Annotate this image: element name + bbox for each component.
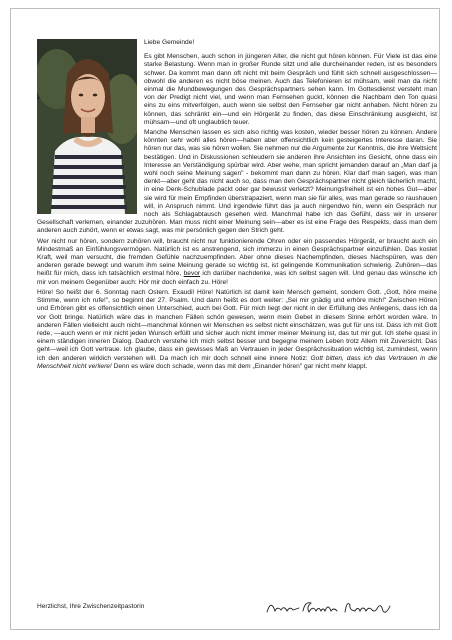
closing-line: Herzlichst, Ihre Zwischenzeitpastorin — [37, 603, 145, 610]
letter-body — [37, 39, 437, 614]
paragraph-hearing-loss: Es gibt Menschen, auch schon in jüngeren Alter, die nicht gut hören können. Für Viele ist das eine starke Belastung. Wenn man in großer Runde sitzt und alle durcheinander reden, ist es besonders schwer. Da kommt man dann oft nicht mit beim Gespräch und fühlt sich schnell ausgeschlossen—obwohl die anderen es nicht böse meinen. Auch das Telefonieren ist mühsam, weil man da nicht einmal die Mundbewegungen des Gesprächspartners sehen kann. Im Gottesdienst versteht man von der Predigt nicht viel, und wenn man Fernsehen guckt, können die Nachbarn den Ton quasi eins zu eins mitverfolgen, auch wenn sie selbst den Fernseher gar nicht anhaben. Nicht hören zu können, das schränkt ein—und ein Hörgerät zu finden, das diese Einschränkung ausgleicht, ist mühsam—und oft unglaublich teuer. — [144, 53, 437, 126]
paragraph-exaudi-text-1: Höre! So heißt der 6. Sonntag nach Ostern. Exaudi! Höre! Natürlich ist damit kein Mensch gemeint, sondern Gott. „Gott, höre meine Stimme, wenn ich rufe!", so beginnt der 27. Psalm. Und dann heißt es dort weiter: „Sei mir gnädig und erhöre mich!" Zwischen Hören und Erhören gibt es offensichtlich einen Unterschied, auch bei Gott. Für mich liegt der nicht in der Erfüllung des Anliegens, dass ich da vor Gott bringe. Natürlich wäre das in manchen Fällen schön gewesen, wenn mein Gebet in diesem Sinne erhört worden wäre. In anderen Fällen vielleicht auch nicht—manchmal können wir Menschen es selbst nicht einschätzen, was gut für uns ist. Dass ich mit Gott rede, —auch wenn er mir nicht jeden Wunsch erfüllt und sicher auch nicht immer meiner Meinung ist, das tut mir gut. Ich stehe quasi in einem ständigen inneren Dialog. Dadurch verstehe ich mich selbst besser und begegne meinem Leben trotz Allem mit Zuversicht. Das geht—weil ich Gott vertraue. Ich glaube, dass ein gewisses Maß an Vertrauen in jeder Gesprächssituation wichtig ist, zumindest, wenn ich den anderen wirklich verstehen will. Da mach ich mir doch schnell eine innere Notiz: — [37, 288, 437, 362]
letter-page — [10, 8, 440, 630]
paragraph-listening: Manche Menschen lassen es sich also richtig was kosten, wieder besser hören zu können. Andere könnten sehr wohl alles hören—haben aber offensichtlich kein gesteigertes Interesse daran. Sie hören nur das, was sie hören wollen. Sie nehmen nur die Argumente zur Kenntnis, die ihre Weltsicht bestätigen. Und in Diskussionen schleudern sie anderen ihre Ansichten ins Gesicht, ohne dass ein Interesse an Verständigung spürbar wird. Aber wehe, man spricht jemanden darauf an „Man darf ja wohl noch seine Meinung sagen" - bekommt man dann zu hören. Klar darf man sagen, was man denkt—aber geht das nicht auch so, dass man den Gesprächspartner nicht gleich lächerlich macht, in eine Denk-Schublade packt oder gar bewusst verletzt? Meinungsfreiheit ist ein hohes Gut—aber sie wird für mein Empfinden überstrapaziert, wenn man sie für alles, was man gerade so raushauen will, in Anspruch nimmt. Und irgendwie führt das ja auch nirgendwo hin, wenn ein Gespräch nur noch als Schlagabtausch gesehen wird. Manchmal habe ich das Gefühl, dass wir in unserer Gesellschaft verlernen, einander zuzuhören. Man muss nicht einer Meinung sein—aber es ist eine Frage des Respekts, dass man dem anderen auch zuhört, wenn er etwas sagt, was mir persönlich gegen den Strich geht. — [37, 129, 437, 235]
signature-block — [37, 599, 437, 619]
pastor-portrait-photo — [37, 39, 137, 214]
paragraph-empathy — [37, 238, 437, 287]
underlined-word: bevor — [183, 270, 201, 278]
paragraph-empathy-text-1: Wer nicht nur hören, sondern zuhören will, braucht nicht nur funktionierende Ohren oder ein passendes Hörgerät, er braucht auch ein Mindestmaß an Einfühlungsvermögen. Natürlich ist es anstrengend, sich immerzu in einen Gesprächspartner einzufühlen. Das kostet Kraft, weil man versucht, die fremden Gefühle nachzuempfinden. Aber ohne dieses Nachempfinden, dieses Nachspüren, was den anderen gerade bewegt und warum ihm seine Meinung gerade so wichtig ist, ist gelingende Kommunikation schwierig. Zuhören—das heißt für mich, dass ich tatsächlich erstmal höre, — [37, 237, 437, 278]
letter-greeting: Liebe Gemeinde! — [144, 39, 195, 46]
paragraph-empathy-text-2: ich darüber nachdenke, was ich selbst sagen will. Und genau das wünsche ich mir von meinem Gegenüber auch: Hör mir doch einfach zu. Höre! — [37, 270, 438, 286]
inner-note-italic: Gott bitten, dass ich das Vertrauen in die Menschheit nicht verliere! — [37, 354, 437, 370]
paragraph-exaudi — [37, 289, 437, 371]
portrait-illustration — [37, 39, 137, 214]
handwritten-signature — [265, 597, 395, 617]
paragraph-exaudi-text-2: Denn es wäre doch schade, wenn das mit dem „Einander hören" gar nicht mehr klappt. — [111, 362, 368, 370]
